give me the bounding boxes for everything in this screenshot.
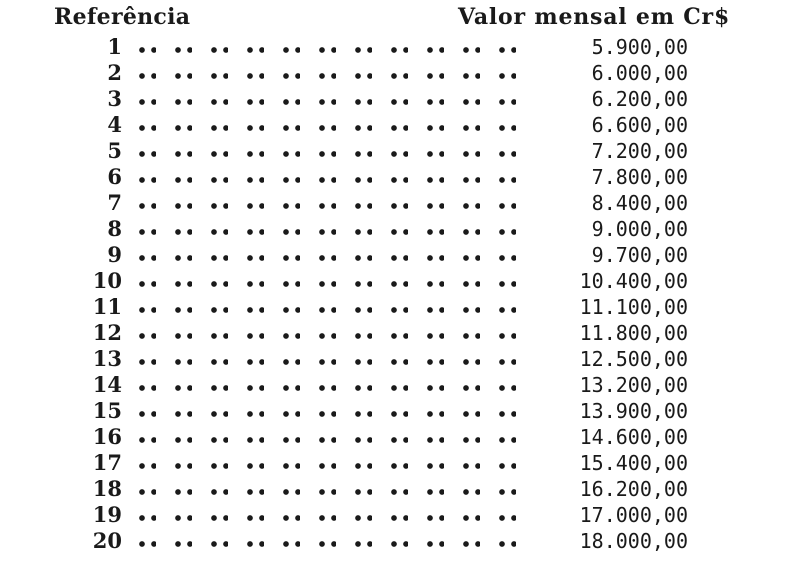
row-ref: 15 <box>92 398 122 423</box>
row-valor: 15.400,00 <box>579 451 688 475</box>
dot-leader <box>136 203 516 209</box>
dot-leader <box>136 489 516 495</box>
dot-leader <box>136 385 516 391</box>
dot-leader <box>136 73 516 79</box>
row-ref: 11 <box>92 294 122 319</box>
row-ref: 17 <box>92 450 122 475</box>
dot-leader <box>136 307 516 313</box>
dot-leader <box>136 333 516 339</box>
row-valor: 12.500,00 <box>579 347 688 371</box>
table-row <box>0 346 800 372</box>
row-valor: 11.800,00 <box>579 321 688 345</box>
table-row <box>0 320 800 346</box>
row-ref: 6 <box>107 164 122 189</box>
row-valor: 7.800,00 <box>591 165 688 189</box>
row-valor: 10.400,00 <box>579 269 688 293</box>
dot-leader <box>136 437 516 443</box>
row-ref: 18 <box>92 476 122 501</box>
row-valor: 8.400,00 <box>591 191 688 215</box>
table-row <box>0 60 800 86</box>
row-valor: 6.200,00 <box>591 87 688 111</box>
dot-leader <box>136 229 516 235</box>
dot-leader <box>136 359 516 365</box>
header-valor-mensal: Valor mensal em Cr$ <box>458 4 731 30</box>
table-row <box>0 34 800 60</box>
table-row <box>0 268 800 294</box>
dot-leader <box>136 47 516 53</box>
row-valor: 13.200,00 <box>579 373 688 397</box>
row-ref: 10 <box>92 268 122 293</box>
row-valor: 18.000,00 <box>579 529 688 553</box>
row-valor: 13.900,00 <box>579 399 688 423</box>
dot-leader <box>136 125 516 131</box>
row-ref: 9 <box>107 242 122 267</box>
table-row <box>0 164 800 190</box>
table-row <box>0 242 800 268</box>
row-valor: 9.700,00 <box>591 243 688 267</box>
dot-leader <box>136 99 516 105</box>
table-row <box>0 86 800 112</box>
row-ref: 19 <box>92 502 122 527</box>
dot-leader <box>136 541 516 547</box>
table-row <box>0 294 800 320</box>
row-ref: 20 <box>92 528 122 553</box>
table-row <box>0 190 800 216</box>
dot-leader <box>136 281 516 287</box>
dot-leader <box>136 177 516 183</box>
table-row <box>0 502 800 528</box>
row-ref: 3 <box>107 86 122 111</box>
dot-leader <box>136 411 516 417</box>
table-row <box>0 216 800 242</box>
table-row <box>0 450 800 476</box>
dot-leader <box>136 515 516 521</box>
row-ref: 1 <box>107 34 122 59</box>
row-valor: 11.100,00 <box>579 295 688 319</box>
row-ref: 5 <box>107 138 122 163</box>
table-row <box>0 112 800 138</box>
row-valor: 17.000,00 <box>579 503 688 527</box>
dot-leader <box>136 463 516 469</box>
row-ref: 8 <box>107 216 122 241</box>
dot-leader <box>136 151 516 157</box>
row-ref: 2 <box>107 60 122 85</box>
table-row <box>0 372 800 398</box>
row-valor: 7.200,00 <box>591 139 688 163</box>
row-valor: 6.000,00 <box>591 61 688 85</box>
row-valor: 9.000,00 <box>591 217 688 241</box>
table-row <box>0 138 800 164</box>
row-ref: 14 <box>92 372 122 397</box>
table-row <box>0 424 800 450</box>
row-ref: 4 <box>107 112 122 137</box>
row-valor: 14.600,00 <box>579 425 688 449</box>
table-row <box>0 476 800 502</box>
dot-leader <box>136 255 516 261</box>
header-referencia: Referência <box>54 4 191 30</box>
table-row <box>0 398 800 424</box>
row-ref: 13 <box>92 346 122 371</box>
row-valor: 5.900,00 <box>591 35 688 59</box>
row-ref: 16 <box>92 424 122 449</box>
row-valor: 16.200,00 <box>579 477 688 501</box>
row-valor: 6.600,00 <box>591 113 688 137</box>
row-ref: 7 <box>107 190 122 215</box>
row-ref: 12 <box>92 320 122 345</box>
table-row <box>0 528 800 554</box>
